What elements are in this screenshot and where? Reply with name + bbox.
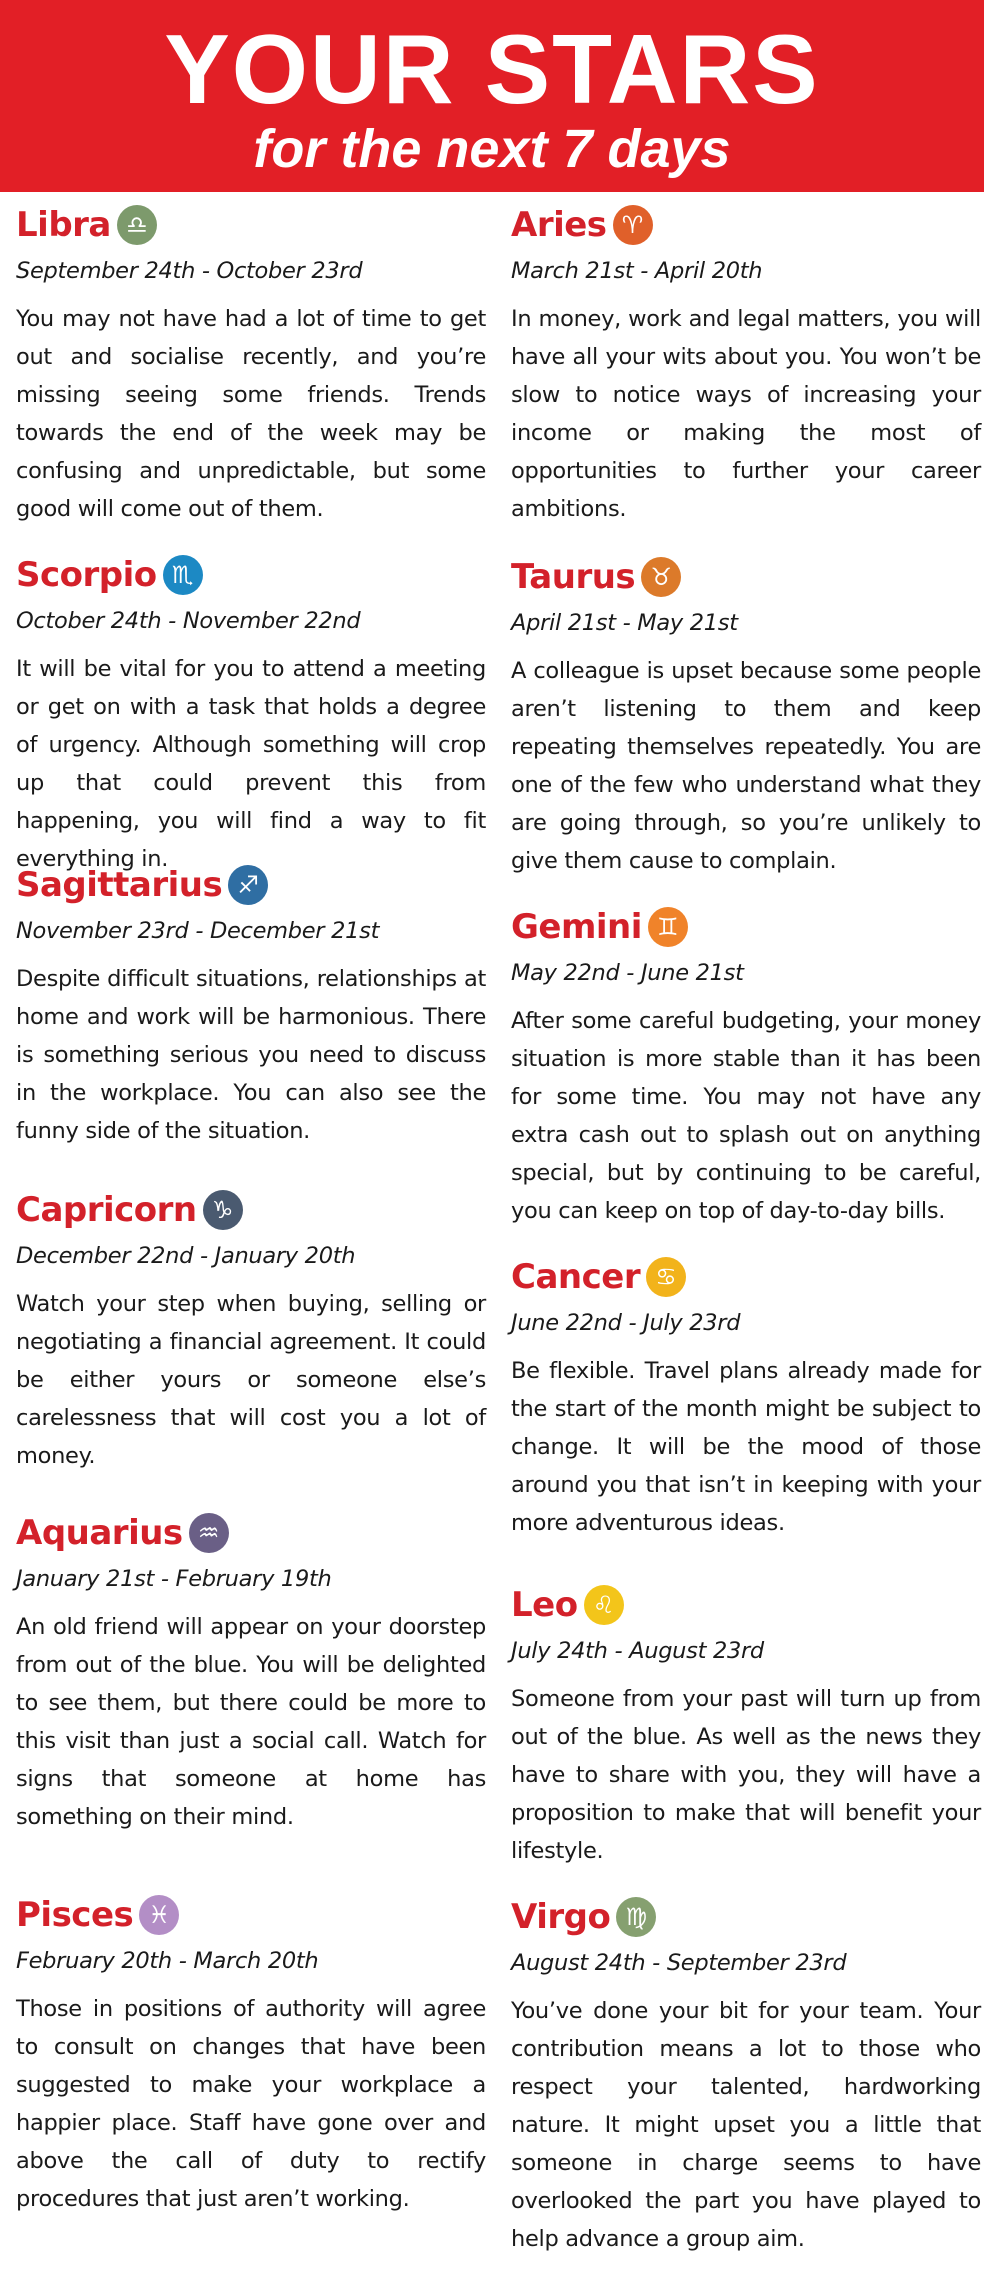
sign-name: Capricorn <box>16 1190 197 1230</box>
sign-dates: September 24th - October 23rd <box>16 258 363 284</box>
horoscope-sagittarius <box>16 860 486 1150</box>
sign-dates: August 24th - September 23rd <box>511 1950 847 1976</box>
sagittarius-icon: ♐ <box>228 865 268 905</box>
sign-forecast: An old friend will appear on your doorstep from out of the blue. You will be delighted to see them, but there could be more to this visit than just a social call. Watch for signs that someone at home has something on their mind. <box>16 1614 486 1830</box>
aquarius-icon: ♒ <box>189 1513 229 1553</box>
sign-forecast: In money, work and legal matters, you will have all your wits about you. You won’t be slow to notice ways of increasing your income or making the most of opportunities to further your career ambitions. <box>511 306 981 522</box>
virgo-icon: ♍ <box>616 1897 656 1937</box>
sign-name: Taurus <box>511 557 636 597</box>
horoscope-scorpio <box>16 550 486 878</box>
sign-name: Aquarius <box>16 1513 183 1553</box>
sign-forecast: Watch your step when buying, selling or negotiating a financial agreement. It could be either yours or someone else’s carelessness that will cost you a lot of money. <box>16 1291 486 1469</box>
sign-name: Pisces <box>16 1895 134 1935</box>
horoscope-aries <box>511 200 981 528</box>
sign-dates: December 22nd - January 20th <box>16 1243 356 1269</box>
sign-name: Libra <box>16 205 111 245</box>
horoscope-virgo <box>511 1892 981 2258</box>
page-subtitle: for the next 7 days <box>253 119 731 179</box>
sign-forecast: You’ve done your bit for your team. Your contribution means a lot to those who respect your talented, hardworking nature. It might upset you a little that someone in charge seems to have overlooked the part you have played to help advance a group aim. <box>511 1998 981 2252</box>
horoscope-leo <box>511 1580 981 1870</box>
horoscope-capricorn <box>16 1185 486 1475</box>
gemini-icon: ♊ <box>648 907 688 947</box>
sign-dates: November 23rd - December 21st <box>16 918 380 944</box>
sign-dates: July 24th - August 23rd <box>511 1638 764 1664</box>
sign-forecast: Those in positions of authority will agree to consult on changes that have been suggested to make your workplace a happier place. Staff have gone over and above the call of duty to rectify procedures that just aren’t working. <box>16 1996 486 2212</box>
horoscope-aquarius <box>16 1508 486 1836</box>
sign-forecast: Someone from your past will turn up from out of the blue. As well as the news they have to share with you, they will have a proposition to make that will benefit your lifestyle. <box>511 1686 981 1864</box>
page-header <box>0 0 984 192</box>
aries-icon: ♈ <box>613 205 653 245</box>
sign-dates: April 21st - May 21st <box>511 610 738 636</box>
libra-icon: ♎ <box>117 205 157 245</box>
sign-name: Virgo <box>511 1897 611 1937</box>
scorpio-icon: ♏ <box>163 555 203 595</box>
sign-forecast: It will be vital for you to attend a meeting or get on with a task that holds a degree of urgency. Although something will crop up that could prevent this from happening, you will find a way to fit everything in. <box>16 656 486 872</box>
sign-dates: January 21st - February 19th <box>16 1566 332 1592</box>
sign-dates: October 24th - November 22nd <box>16 608 361 634</box>
taurus-icon: ♉ <box>641 557 681 597</box>
capricorn-icon: ♑ <box>203 1190 243 1230</box>
sign-name: Gemini <box>511 907 642 947</box>
sign-name: Cancer <box>511 1257 641 1297</box>
horoscope-pisces <box>16 1890 486 2218</box>
horoscope-gemini <box>511 902 981 1230</box>
sign-forecast: A colleague is upset because some people aren’t listening to them and keep repeating themselves repeatedly. You are one of the few who understand what they are going through, so you’re unlikely to give them cause to complain. <box>511 658 981 874</box>
sign-name: Scorpio <box>16 555 157 595</box>
pisces-icon: ♓ <box>139 1895 179 1935</box>
horoscope-libra <box>16 200 486 528</box>
cancer-icon: ♋ <box>646 1257 686 1297</box>
horoscope-cancer <box>511 1252 981 1542</box>
sign-dates: May 22nd - June 21st <box>511 960 744 986</box>
page-title: YOUR STARS <box>164 14 820 124</box>
sign-dates: March 21st - April 20th <box>511 258 763 284</box>
horoscope-taurus <box>511 552 981 880</box>
sign-forecast: Be flexible. Travel plans already made for the start of the month might be subject to change. It will be the mood of those around you that isn’t in keeping with your more adventurous ideas. <box>511 1358 981 1536</box>
sign-name: Leo <box>511 1585 578 1625</box>
sign-forecast: After some careful budgeting, your money situation is more stable than it has been for some time. You may not have any extra cash out to splash out on anything special, but by continuing to be careful, you can keep on top of day-to-day bills. <box>511 1008 981 1224</box>
sign-forecast: You may not have had a lot of time to get out and socialise recently, and you’re missing seeing some friends. Trends towards the end of the week may be confusing and unpredictable, but some good will come out of them. <box>16 306 486 522</box>
sign-dates: June 22nd - July 23rd <box>511 1310 741 1336</box>
sign-name: Aries <box>511 205 607 245</box>
sign-forecast: Despite difficult situations, relationships at home and work will be harmonious. There is something serious you need to discuss in the workplace. You can also see the funny side of the situation. <box>16 966 486 1144</box>
leo-icon: ♌ <box>584 1585 624 1625</box>
sign-dates: February 20th - March 20th <box>16 1948 319 1974</box>
sign-name: Sagittarius <box>16 865 223 905</box>
